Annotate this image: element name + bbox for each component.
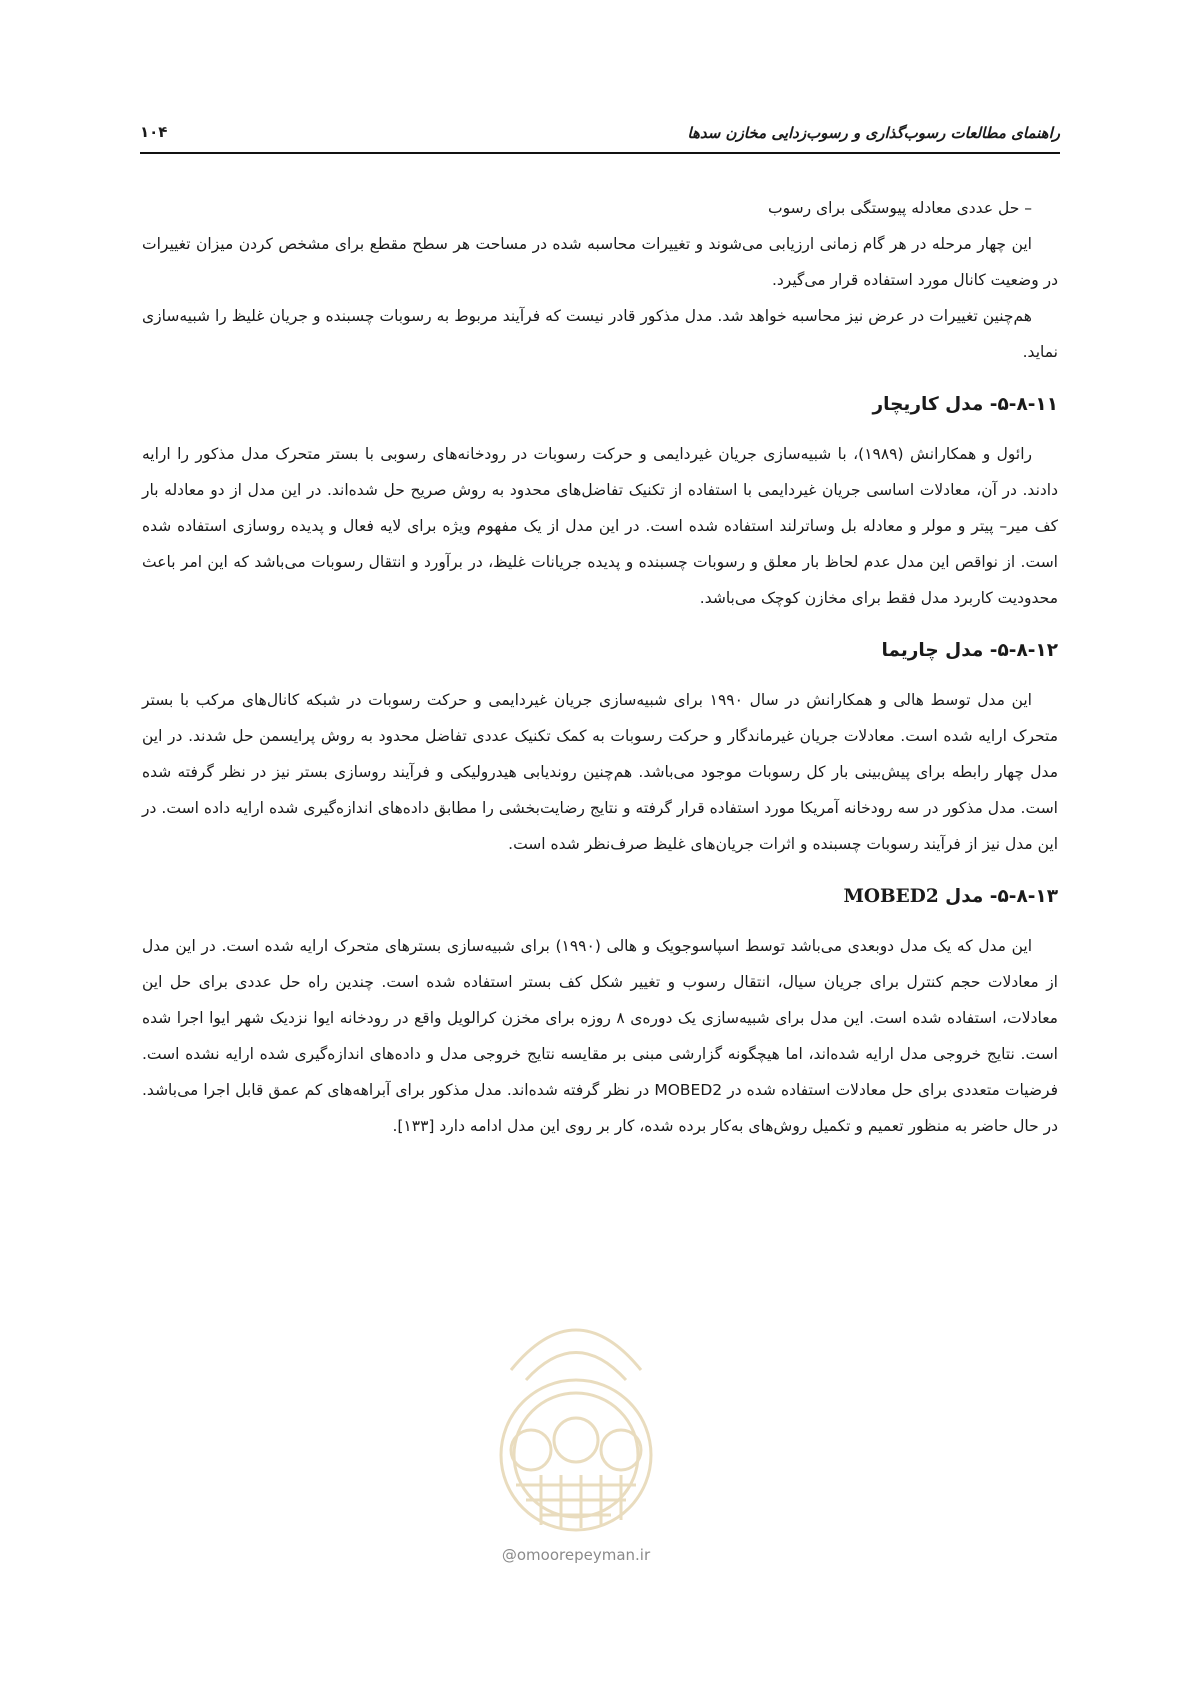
section-heading-12: ۵-۸-۱۲- مدل چاریما (881, 640, 1058, 661)
page-header (140, 122, 1060, 154)
heading-prefix: ۵-۸-۱۳- مدل (938, 886, 1058, 907)
watermark-url: @omoorepeyman.ir (501, 1546, 651, 1564)
paragraph: این مدل که یک مدل دوبعدی می‌باشد توسط اسپاسوجویک و هالی (۱۹۹۰) برای شبیه‌سازی بسترهای متحرک ارایه شده است. در این مدل از معادلات حجم کنترل برای جریان سیال، انتقال رسوب و تغییر شکل کف بستر استفاده شده است. چندین راه حل عددی برای حل این معادلات، استفاده شده است. این مدل برای شبیه‌سازی یک دوره‌ی ۸ روزه برای مخزن کرالویل واقع در رودخانه ایوا نزدیک شهر ایوا اجرا شده است. نتایج خروجی مدل ارایه شده‌اند، اما هیچگونه گزارشی مبنی بر مقایسه نتایج خروجی مدل و داده‌های اندازه‌گیری شده ارایه نشده است. فرضیات متعددی برای حل معادلات استفاده شده در MOBED2 در نظر گرفته شده‌اند. مدل مذکور برای آبراهه‌های کم عمق قابل اجرا می‌باشد. در حال حاضر به منظور تعمیم و تکمیل روش‌های به‌کار برده شده، کار بر روی این مدل ادامه دارد [۱۳۳]. (142, 937, 1059, 1135)
body-text (142, 190, 1058, 1144)
paragraph: هم‌چنین تغییرات در عرض نیز محاسبه خواهد شد. مدل مذکور قادر نیست که فرآیند مربوط به رسوبات چسبنده و جریان غلیظ را شبیه‌سازی نماید. (142, 307, 1058, 361)
section-heading-13 (142, 881, 1058, 913)
heading-model-name: MOBED2 (843, 886, 939, 907)
page-number: ۱۰۴ (140, 123, 168, 141)
paragraph: این چهار مرحله در هر گام زمانی ارزیابی می‌شوند و تغییرات محاسبه شده در مساحت هر سطح مقطع برای مشخص کردن میزان تغییرات در وضعیت کانال مورد استفاده قرار می‌گیرد. (142, 235, 1058, 289)
watermark (471, 1300, 681, 1600)
section-heading-11: ۵-۸-۱۱- مدل کاریچار (872, 394, 1058, 415)
watermark-logo (471, 1300, 681, 1540)
running-title: راهنمای مطالعات رسوب‌گذاری و رسوب‌زدایی مخازن سدها (687, 124, 1060, 142)
bullet-item: – حل عددی معادله پیوستگی برای رسوب (767, 199, 1032, 217)
paragraph: این مدل توسط هالی و همکارانش در سال ۱۹۹۰ برای شبیه‌سازی جریان غیردایمی و حرکت رسوبات در شبکه کانال‌های مرکب با بستر متحرک ارایه شده است. معادلات جریان غیرماندگار و حرکت رسوبات به کمک تکنیک عددی تفاضل محدود به روش پرایسمن حل شدند. در این مدل چهار رابطه برای پیش‌بینی بار کل رسوبات موجود می‌باشد. هم‌چنین روندیابی هیدرولیکی و فرآیند روسازی بستر نیز در نظر گرفته شده است. مدل مذکور در سه رودخانه آمریکا مورد استفاده قرار گرفته و نتایج رضایت‌بخشی را مطابق داده‌های اندازه‌گیری شده ارایه داده است. در این مدل نیز از فرآیند رسوبات چسبنده و اثرات جریان‌های غلیظ صرف‌نظر شده است. (142, 691, 1058, 853)
paragraph: رائول و همکارانش (۱۹۸۹)، با شبیه‌سازی جریان غیردایمی و حرکت رسوبات در رودخانه‌های رسوبی با بستر متحرک مدل مذکور را ارایه دادند. در آن، معادلات اساسی جریان غیردایمی با استفاده از تکنیک تفاضل‌های محدود به روش صریح حل شده‌اند. در این مدل از دو معادله بار کف میر– پیتر و مولر و معادله بل وساترلند استفاده شده است. در این مدل از یک مفهوم ویژه برای لایه فعال و پدیده روسازی استفاده شده است. از نواقص این مدل عدم لحاظ بار معلق و رسوبات چسبنده و پدیده جریانات غلیظ، در برآورد و انتقال رسوبات می‌باشد که این امر باعث محدودیت کاربرد مدل فقط برای مخازن کوچک می‌باشد. (142, 445, 1058, 607)
